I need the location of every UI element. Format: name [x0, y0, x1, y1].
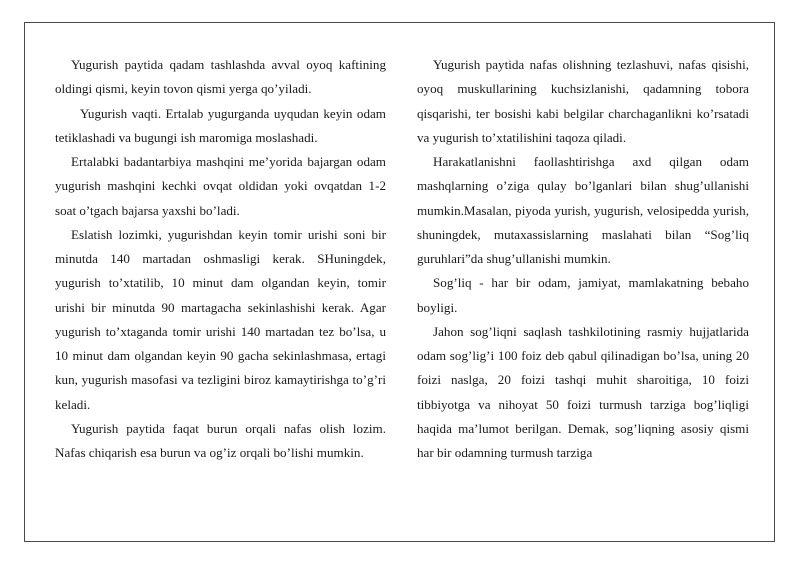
paragraph: Jahon sog’liqni saqlash tashkilotining rasmiy hujjatlarida odam sog’lig’i 100 foiz deb qabul qilinadigan bo’lsa, uning 20 foizi naslga, 20 foizi tashqi muhit sharoitiga, 10 foizi tibbiyotga va nihoyat 50 foizi turmush tarziga bog’liqligi haqida ma’lumot berilgan. Demak, sog’liqning asosiy qismi har bir odamning turmush tarziga	[417, 323, 749, 460]
right-column	[417, 53, 749, 465]
paragraph: Yugurish paytida faqat burun orqali nafas olish lozim. Nafas chiqarish esa burun va og’iz orqali bo’lishi mumkin.	[55, 420, 386, 460]
paragraph: Yugurish paytida nafas olishning tezlashuvi, nafas qisishi, oyoq muskullarining kuchsizlanishi, qadamning tobora qisqarishi, ter bosishi kabi belgilar charchaganlikni ko’rsatadi va yugurish to’xtatilishini taqoza qiladi.	[417, 57, 749, 145]
paragraph: Ertalabki badantarbiya mashqini me’yorida bajargan odam yugurish mashqini kechki ovqat oldidan yoki ovqatdan 1-2 soat o’tgach bajarsa yaxshi bo’ladi.	[55, 154, 386, 218]
paragraph: Harakatlanishni faollashtirishga axd qilgan odam mashqlarning o’ziga qulay bo’lganlari bilan shug’ullanishi mumkin.Masalan, piyoda yurish, yugurish, velosipedda yurish, shuningdek, mutaxassislarning maslahati bilan “Sog’liq guruhlari”da shug’ullanishi mumkin.	[417, 154, 749, 266]
paragraph: Yugurish vaqti. Ertalab yugurganda uyqudan keyin odam tetiklashadi va bugungi ish maromiga moslashadi.	[55, 105, 390, 145]
paragraph: Yugurish paytida qadam tashlashda avval oyoq kaftining oldingi qismi, keyin tovon qismi yerga qo’yiladi.	[55, 57, 386, 97]
paragraph: Eslatish lozimki, yugurishdan keyin tomir urishi soni bir minutda 140 martadan oshmasligi kerak. SHuningdek, yugurish to’xtatilib, 10 minut dam olgandan keyin, tomir urishi bir minutda 90 martagacha sekinlashishi kerak. Agar yugurish to’xtaganda tomir urishi 140 martadan tez bo’lsa, u 10 minut dam olgandan keyin 90 gacha sekinlashmasa, ertagi kun, yugurish masofasi va tezligini biroz kamaytirishga to’g’ri keladi.	[55, 226, 386, 412]
page-frame	[24, 22, 775, 542]
left-column	[55, 53, 390, 465]
paragraph: Sog’liq - har bir odam, jamiyat, mamlakatning bebaho boyligi.	[417, 275, 749, 315]
